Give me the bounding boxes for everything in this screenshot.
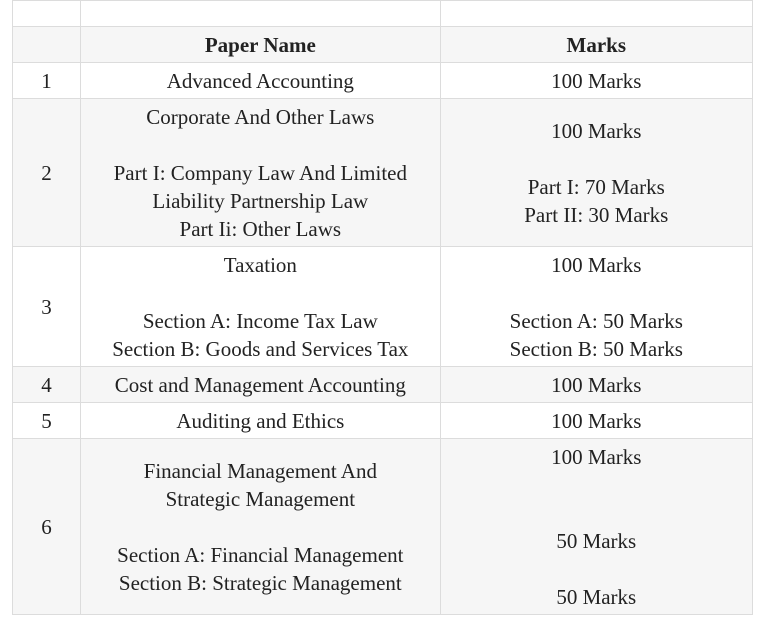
table-row bbox=[13, 99, 753, 247]
marks-line: 50 Marks bbox=[556, 585, 637, 609]
header-paper-name: Paper Name bbox=[81, 27, 440, 63]
spacer-cell bbox=[440, 1, 752, 27]
marks-line: Part II: 30 Marks bbox=[524, 202, 669, 227]
exam-papers-table bbox=[12, 0, 753, 615]
paper-line: Cost and Management Accounting bbox=[114, 372, 406, 397]
marks-line: Section B: 50 Marks bbox=[509, 336, 683, 361]
paper-line: Section A: Financial Management bbox=[117, 542, 404, 567]
paper-line: Section B: Strategic Management bbox=[118, 570, 402, 595]
table-row bbox=[13, 63, 753, 99]
marks-line: 100 Marks bbox=[551, 68, 642, 93]
row-number: 6 bbox=[13, 439, 81, 615]
row-number: 4 bbox=[13, 367, 81, 403]
header-no bbox=[13, 27, 81, 63]
paper-line: Financial Management And bbox=[143, 458, 377, 483]
marks bbox=[440, 439, 752, 615]
marks bbox=[440, 63, 752, 99]
row-number: 1 bbox=[13, 63, 81, 99]
paper-name bbox=[81, 367, 440, 403]
paper-line: Part Ii: Other Laws bbox=[179, 217, 342, 241]
marks bbox=[440, 403, 752, 439]
table-header-row bbox=[13, 27, 753, 63]
marks-line: 100 Marks bbox=[551, 445, 642, 469]
marks-line: Section A: 50 Marks bbox=[509, 308, 683, 333]
paper-line: Corporate And Other Laws bbox=[146, 105, 375, 129]
paper-line: Part I: Company Law And Limited bbox=[113, 161, 407, 185]
paper-name bbox=[81, 247, 440, 367]
marks-line: 100 Marks bbox=[551, 252, 642, 277]
paper-line: Section B: Goods and Services Tax bbox=[112, 336, 409, 361]
paper-name bbox=[81, 439, 440, 615]
table-row bbox=[13, 403, 753, 439]
paper-line: Section A: Income Tax Law bbox=[142, 308, 378, 333]
header-marks: Marks bbox=[440, 27, 752, 63]
table-spacer-row bbox=[13, 1, 753, 27]
row-number: 5 bbox=[13, 403, 81, 439]
marks bbox=[440, 99, 752, 247]
paper-name bbox=[81, 63, 440, 99]
table-row bbox=[13, 247, 753, 367]
table-row bbox=[13, 439, 753, 615]
paper-line: Advanced Accounting bbox=[166, 68, 354, 93]
marks-line: 100 Marks bbox=[551, 118, 642, 143]
row-number: 2 bbox=[13, 99, 81, 247]
paper-name bbox=[81, 403, 440, 439]
marks-line: 50 Marks bbox=[556, 529, 637, 553]
marks-line: Part I: 70 Marks bbox=[527, 174, 665, 199]
marks bbox=[440, 247, 752, 367]
spacer-cell bbox=[81, 1, 440, 27]
paper-line: Auditing and Ethics bbox=[176, 408, 345, 433]
table-row bbox=[13, 367, 753, 403]
marks bbox=[440, 367, 752, 403]
marks-line: 100 Marks bbox=[551, 408, 642, 433]
paper-name bbox=[81, 99, 440, 247]
row-number: 3 bbox=[13, 247, 81, 367]
marks-line: 100 Marks bbox=[551, 372, 642, 397]
paper-line: Liability Partnership Law bbox=[152, 189, 369, 213]
spacer-cell bbox=[13, 1, 81, 27]
paper-line: Taxation bbox=[223, 252, 297, 277]
paper-line: Strategic Management bbox=[165, 486, 356, 511]
